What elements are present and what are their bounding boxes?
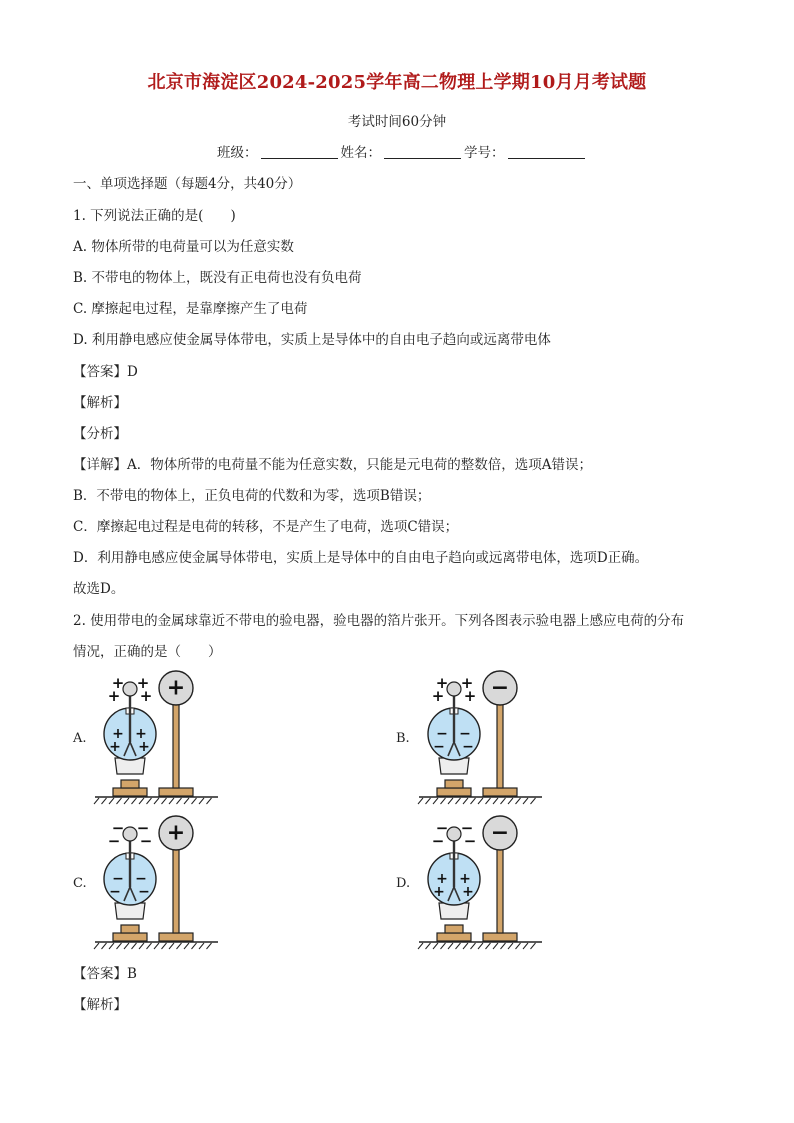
ground-hatch [117, 798, 122, 804]
class-label: 班级： [217, 145, 258, 161]
ground-hatch [94, 798, 99, 804]
ball-stand-pole [497, 849, 503, 933]
ground-hatch [448, 943, 453, 949]
leaf-charge-sign: − [135, 871, 147, 887]
leaf-charge-sign: − [459, 726, 471, 742]
ground-hatch [418, 798, 423, 804]
ball-stand-pole [497, 704, 503, 788]
electroscope-knob [447, 827, 461, 841]
knob-charge-sign: + [435, 674, 449, 692]
ball-charge-sign: + [166, 675, 186, 701]
ground-hatch [102, 798, 107, 804]
knob-charge-sign: + [107, 687, 121, 705]
ground-hatch [493, 943, 498, 949]
knob-charge-sign: − [139, 832, 153, 850]
leaf-charge-sign: + [109, 739, 121, 755]
ball-stand-base [483, 788, 517, 796]
q1-detail-d: D．利用静电感应使金属导体带电，实质上是导体中的自由电子趋向或远离带电体，选项D正确。 [73, 550, 649, 566]
ground-hatch [169, 943, 174, 949]
ball-stand-pole [173, 849, 179, 933]
ground-hatch [448, 798, 453, 804]
page-title: 北京市海淀区2024-2025学年高二物理上学期10月月考试题 [147, 72, 647, 93]
electroscope-figure-b [417, 670, 547, 805]
q1-option-b: B. 不带电的物体上，既没有正电荷也没有负电荷 [73, 270, 362, 286]
ground-hatch [523, 943, 528, 949]
electroscope-base [437, 788, 471, 796]
ground-hatch [102, 943, 107, 949]
leaf-charge-sign: − [112, 871, 124, 887]
leaf-charge-sign: + [436, 871, 448, 887]
name-label: 姓名： [340, 145, 381, 161]
q1-answer: 【答案】D [73, 364, 138, 380]
ground-hatch [132, 943, 137, 949]
ground-hatch [207, 798, 212, 804]
ground-hatch [109, 798, 114, 804]
ground-hatch [463, 943, 468, 949]
ground-hatch [162, 798, 167, 804]
leaf-charge-sign: + [433, 884, 445, 900]
electroscope-base [437, 933, 471, 941]
knob-charge-sign: − [460, 819, 474, 837]
id-blank[interactable] [508, 144, 585, 159]
electroscope-knob [123, 682, 137, 696]
q1-option-d: D. 利用静电感应使金属导体带电，实质上是导体中的自由电子趋向或远离带电体 [73, 332, 551, 348]
q1-conclusion: 故选D。 [73, 581, 125, 597]
ground-hatch [441, 798, 446, 804]
ball-stand-base [159, 933, 193, 941]
ground-hatch [501, 943, 506, 949]
ball-stand-base [159, 788, 193, 796]
knob-charge-sign: − [136, 819, 150, 837]
ground-hatch [169, 798, 174, 804]
knob-charge-sign: + [460, 674, 474, 692]
q1-fenxi: 【分析】 [73, 426, 127, 442]
leaf-charge-sign: − [433, 739, 445, 755]
knob-charge-sign: − [435, 819, 449, 837]
ground-hatch [132, 798, 137, 804]
q1-detail-b: B．不带电的物体上，正负电荷的代数和为零，选项B错误； [73, 488, 431, 504]
ground-hatch [501, 798, 506, 804]
ground-hatch [426, 943, 431, 949]
ground-hatch [154, 798, 159, 804]
ground-hatch [433, 943, 438, 949]
q2-option-b-label: B. [396, 731, 410, 746]
ground-hatch [441, 943, 446, 949]
ground-hatch [486, 798, 491, 804]
knob-charge-sign: + [111, 674, 125, 692]
ground-hatch [94, 943, 99, 949]
ground-hatch [486, 943, 491, 949]
ground-hatch [523, 798, 528, 804]
ground-hatch [478, 943, 483, 949]
knob-charge-sign: − [111, 819, 125, 837]
ground-hatch [516, 798, 521, 804]
exam-time: 考试时间60分钟 [347, 114, 447, 130]
ground-hatch [426, 798, 431, 804]
knob-charge-sign: + [431, 687, 445, 705]
q1-detail-c: C．摩擦起电过程是电荷的转移，不是产生了电荷，选项C错误； [73, 519, 459, 535]
knob-charge-sign: − [107, 832, 121, 850]
leaf-charge-sign: + [112, 726, 124, 742]
ground-hatch [199, 943, 204, 949]
q1-detail-a: 【详解】A．物体所带的电荷量不能为任意实数，只能是元电荷的整数倍，选项A错误； [73, 457, 592, 473]
student-info-row [217, 141, 588, 161]
ground-hatch [147, 943, 152, 949]
ball-charge-sign: + [166, 820, 186, 846]
q2-option-a-label: A. [73, 731, 87, 746]
ground-hatch [463, 798, 468, 804]
ground-hatch [508, 798, 513, 804]
ball-charge-sign: − [490, 675, 510, 701]
id-label: 学号： [464, 145, 505, 161]
ball-charge-sign: − [490, 820, 510, 846]
section-heading: 一、单项选择题（每题4分，共40分） [73, 176, 302, 192]
leaf-charge-sign: − [436, 726, 448, 742]
ground-hatch [192, 943, 197, 949]
ground-hatch [456, 798, 461, 804]
leaf-charge-sign: + [135, 726, 147, 742]
electroscope-knob [123, 827, 137, 841]
electroscope-figure-d [417, 815, 547, 950]
ground-hatch [147, 798, 152, 804]
ground-hatch [418, 943, 423, 949]
ground-hatch [177, 943, 182, 949]
ground-hatch [433, 798, 438, 804]
q2-stem-line1: 2. 使用带电的金属球靠近不带电的验电器，验电器的箔片张开。下列各图表示验电器上感应电荷的分布 [73, 613, 685, 629]
ground-hatch [154, 943, 159, 949]
knob-charge-sign: + [136, 674, 150, 692]
q1-option-a: A. 物体所带的电荷量可以为任意实数 [73, 239, 294, 255]
ground-hatch [207, 943, 212, 949]
ball-stand-pole [173, 704, 179, 788]
ground-hatch [139, 798, 144, 804]
electroscope-base [113, 933, 147, 941]
q1-jiexi: 【解析】 [73, 395, 127, 411]
electroscope-foot [121, 925, 139, 933]
electroscope-figure-a [93, 670, 223, 805]
knob-charge-sign: + [139, 687, 153, 705]
ground-hatch [184, 798, 189, 804]
electroscope-base [113, 788, 147, 796]
leaf-charge-sign: − [109, 884, 121, 900]
ground-hatch [124, 943, 129, 949]
q1-option-c: C. 摩擦起电过程，是靠摩擦产生了电荷 [73, 301, 308, 317]
q2-jiexi: 【解析】 [73, 997, 127, 1013]
ground-hatch [139, 943, 144, 949]
ground-hatch [516, 943, 521, 949]
ground-hatch [471, 798, 476, 804]
q2-answer: 【答案】B [73, 966, 137, 982]
name-blank[interactable] [384, 144, 461, 159]
leaf-charge-sign: − [462, 739, 474, 755]
ground-hatch [109, 943, 114, 949]
knob-charge-sign: − [463, 832, 477, 850]
q2-option-d-label: D. [396, 876, 411, 891]
ground-hatch [162, 943, 167, 949]
ground-hatch [199, 798, 204, 804]
q1-stem: 1. 下列说法正确的是( ) [73, 208, 236, 224]
knob-charge-sign: − [431, 832, 445, 850]
ground-hatch [478, 798, 483, 804]
leaf-charge-sign: + [138, 739, 150, 755]
leaf-charge-sign: + [459, 871, 471, 887]
ground-hatch [471, 943, 476, 949]
electroscope-figure-c [93, 815, 223, 950]
ground-hatch [192, 798, 197, 804]
electroscope-foot [121, 780, 139, 788]
ground-hatch [531, 798, 536, 804]
electroscope-knob [447, 682, 461, 696]
q2-option-c-label: C. [73, 876, 87, 891]
ground-hatch [184, 943, 189, 949]
ground-hatch [508, 943, 513, 949]
ground-hatch [456, 943, 461, 949]
knob-charge-sign: + [463, 687, 477, 705]
ground-hatch [117, 943, 122, 949]
electroscope-foot [445, 780, 463, 788]
q2-stem-line2: 情况，正确的是（ ） [73, 644, 222, 660]
class-blank[interactable] [261, 144, 338, 159]
leaf-charge-sign: − [138, 884, 150, 900]
electroscope-foot [445, 925, 463, 933]
leaf-charge-sign: + [462, 884, 474, 900]
ball-stand-base [483, 933, 517, 941]
ground-hatch [177, 798, 182, 804]
ground-hatch [124, 798, 129, 804]
ground-hatch [493, 798, 498, 804]
ground-hatch [531, 943, 536, 949]
